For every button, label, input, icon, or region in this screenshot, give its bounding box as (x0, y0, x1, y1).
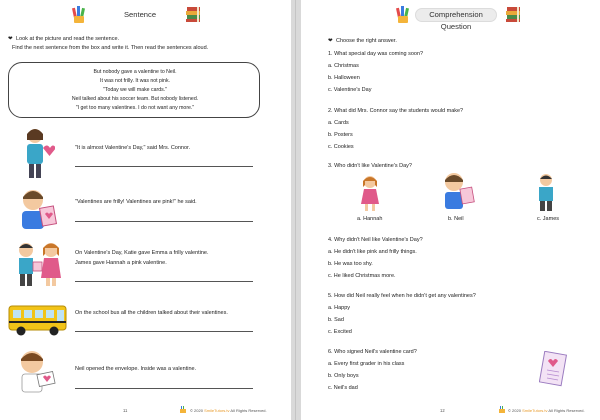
exercise-1-sentence: "It is almost Valentine's Day," said Mrs. Connor. (75, 145, 191, 151)
neil-illustration (440, 172, 476, 212)
question-4-option-c[interactable]: c. He liked Christmas more. (328, 273, 396, 279)
two-kids-illustration (11, 240, 65, 288)
pencil-cup-icon (180, 406, 186, 413)
sentence-box (8, 62, 260, 118)
school-bus-illustration (8, 303, 68, 337)
pencil-cup-icon (396, 5, 410, 23)
exercise-5-sentence: Neil opened the envelope. Inside was a valentine. (75, 366, 197, 372)
pencil-cup-icon (499, 406, 505, 413)
boy-with-card-illustration (13, 187, 61, 233)
box-sentence: "Today we will make cards." (103, 87, 167, 93)
right-page (301, 0, 600, 420)
page-gutter (291, 0, 301, 420)
question-1-option-a[interactable]: a. Christmas (328, 63, 359, 69)
teacher-with-heart-illustration (15, 126, 55, 180)
left-page (0, 0, 291, 420)
box-sentence: But nobody gave a valentine to Neil. (93, 69, 177, 75)
question-1-option-c[interactable]: c. Valentine's Day (328, 87, 372, 93)
gutter-divider (295, 0, 296, 420)
question-5-option-b[interactable]: b. Sad (328, 317, 344, 323)
page-title: Comprehension Question (415, 8, 497, 22)
instruction: Choose the right answer. (336, 38, 397, 44)
page-title: Sentence (101, 8, 179, 22)
instruction-1: Look at the picture and read the sentence. (16, 36, 120, 42)
question-5: 5. How did Neil really feel when he didn't get any valentines? (328, 293, 476, 299)
question-1-option-b[interactable]: b. Halloween (328, 75, 360, 81)
hannah-illustration (357, 174, 383, 212)
heart-bullet-icon: ❤ (8, 36, 13, 42)
answer-line[interactable] (75, 331, 253, 332)
box-sentence: It was not frilly. It was not pink. (100, 78, 170, 84)
book-stack-icon (506, 6, 521, 22)
question-4-option-a[interactable]: a. He didn't like pink and frilly things. (328, 249, 417, 255)
question-3-option-b[interactable]: b. Neil (448, 216, 464, 222)
valentine-card-illustration (539, 351, 567, 387)
question-1: 1. What special day was coming soon? (328, 51, 424, 57)
exercise-3-sentence-1: On Valentine's Day, Katie gave Emma a frilly valentine. (75, 250, 209, 256)
answer-line[interactable] (75, 166, 253, 167)
page-number: 11 (123, 408, 128, 413)
question-6-option-a[interactable]: a. Every first grader in his class (328, 361, 405, 367)
answer-line[interactable] (75, 281, 253, 282)
question-2-option-a[interactable]: a. Cards (328, 120, 349, 126)
question-6-option-c[interactable]: c. Neil's dad (328, 385, 358, 391)
question-4-option-b[interactable]: b. He was too shy. (328, 261, 373, 267)
exercise-2-sentence: "Valentines are frilly! Valentines are pink!" he said. (75, 199, 197, 205)
page-number: 12 (440, 408, 445, 413)
question-3-option-c[interactable]: c. James (537, 216, 560, 222)
boy-with-envelope-illustration (14, 349, 58, 395)
question-2: 2. What did Mrs. Connor say the students would make? (328, 108, 464, 114)
exercise-4-sentence: On the school bus all the children talked about their valentines. (75, 310, 228, 316)
james-illustration (534, 172, 558, 212)
question-2-option-b[interactable]: b. Posters (328, 132, 353, 138)
question-6-option-b[interactable]: b. Only boys (328, 373, 359, 379)
instruction-2: Find the next sentence from the box and write it. Then read the sentences aloud. (12, 45, 209, 51)
question-5-option-c[interactable]: c. Excited (328, 329, 352, 335)
question-3-option-a[interactable]: a. Hannah (357, 216, 383, 222)
box-sentence: Neil talked about his soccer team. But nobody listened. (71, 96, 199, 102)
pencil-cup-icon (72, 5, 86, 23)
answer-line[interactable] (75, 388, 253, 389)
copyright-footer: © 2020 SmileTutors.tv All Rights Reserved. (190, 408, 267, 413)
brand-link[interactable]: SmileTutors.tv (204, 408, 230, 413)
heart-bullet-icon: ❤ (328, 38, 333, 44)
question-4: 4. Why didn't Neil like Valentine's Day? (328, 237, 423, 243)
copyright-footer: © 2020 SmileTutors.tv All Rights Reserved. (508, 408, 585, 413)
box-sentence: "I get too many valentines. I do not want any more." (75, 105, 195, 111)
book-stack-icon (186, 6, 201, 22)
question-3: 3. Who didn't like Valentine's Day? (328, 163, 412, 169)
question-5-option-a[interactable]: a. Happy (328, 305, 351, 311)
exercise-3-sentence-2: James gave Hannah a pink valentine. (75, 260, 167, 266)
question-6: 6. Who signed Neil's valentine card? (328, 349, 417, 355)
brand-link[interactable]: SmileTutors.tv (522, 408, 548, 413)
question-2-option-c[interactable]: c. Cookies (328, 144, 354, 150)
answer-line[interactable] (75, 221, 253, 222)
